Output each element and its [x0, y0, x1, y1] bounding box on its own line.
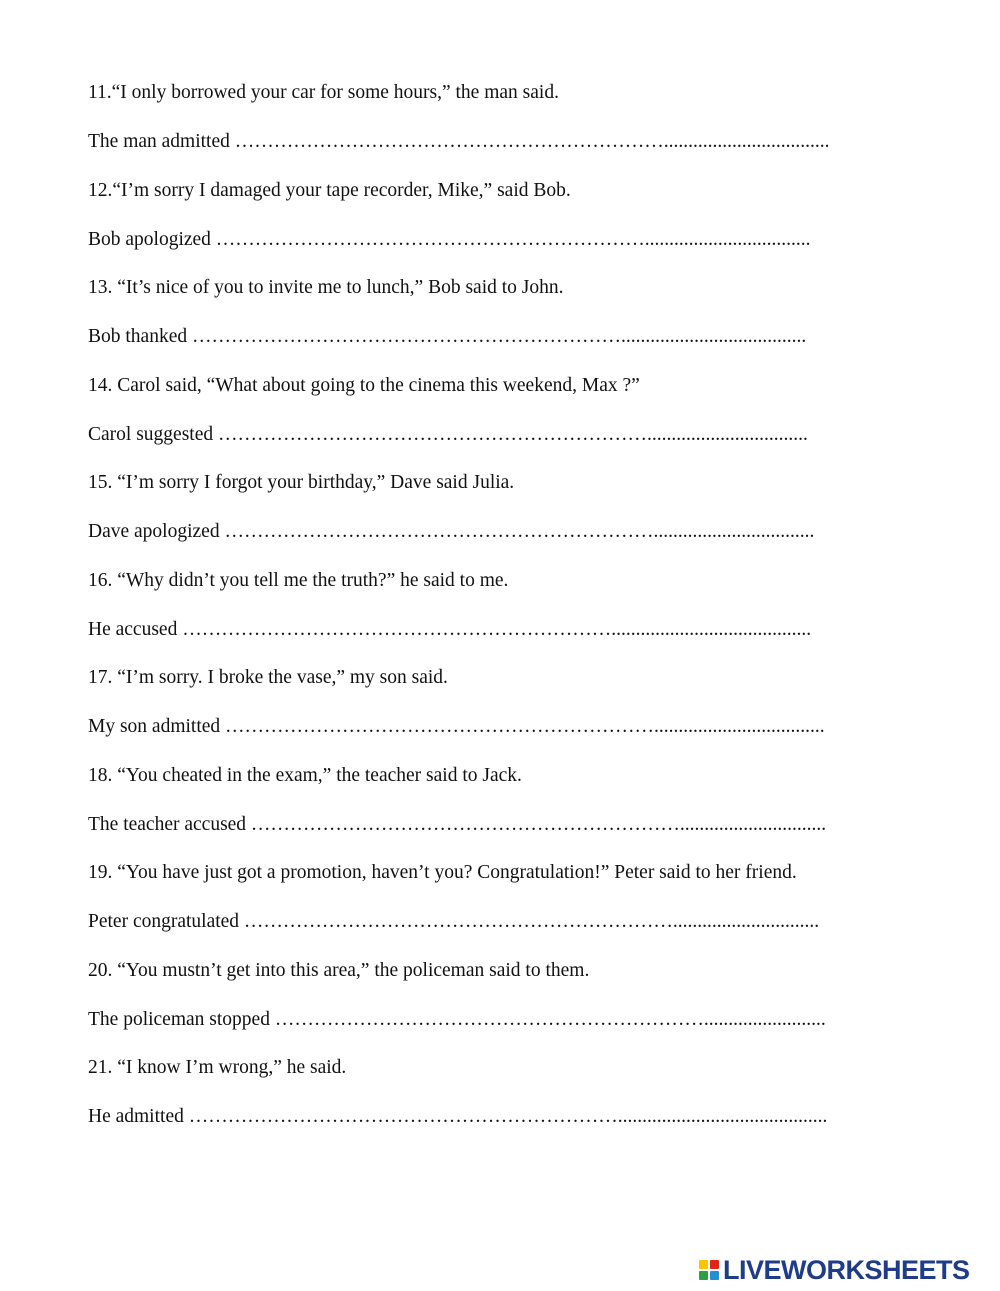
question-20-prompt [88, 959, 589, 983]
question-text: “I’m sorry. I broke the vase,” my son said. [112, 667, 448, 688]
question-12-answer-line[interactable]: Bob apologized ………………………………………………………….................................. [88, 229, 811, 250]
question-text: “Why didn’t you tell me the truth?” he said to me. [112, 570, 509, 591]
question-15-prompt [88, 471, 514, 495]
logo-square-yellow [699, 1260, 708, 1269]
question-17-answer-line[interactable]: My son admitted …………………………………………………………................................... [88, 716, 825, 737]
question-21-prompt [88, 1056, 346, 1080]
logo-square-green [699, 1271, 708, 1280]
question-20-answer-line[interactable]: The policeman stopped …………………………………………………………......................... [88, 1009, 826, 1030]
question-text: “You have just got a promotion, haven’t you? Congratulation!” Peter said to her friend. [112, 862, 797, 883]
question-text: “I know I’m wrong,” he said. [112, 1057, 347, 1078]
question-text: “I’m sorry I forgot your birthday,” Dave said Julia. [112, 472, 515, 493]
question-text: “I only borrowed your car for some hours,” the man said. [111, 82, 559, 103]
question-19-answer-line[interactable]: Peter congratulated ………………………………………………………….............................. [88, 911, 820, 932]
question-number: 17. [88, 667, 113, 688]
question-16-answer-line[interactable]: He accused …………………………………………………………......................................... [88, 619, 812, 640]
question-number: 12. [88, 180, 113, 201]
question-11-prompt [88, 81, 559, 105]
question-15-answer-line[interactable]: Dave apologized …………………………………………………………................................. [88, 521, 815, 542]
question-12-prompt [88, 179, 571, 203]
question-21-answer-line[interactable]: He admitted …………………………………………………………........................................... [88, 1106, 828, 1127]
question-14-answer-line[interactable]: Carol suggested …………………………………………………………................................. [88, 424, 808, 445]
question-number: 15. [88, 472, 113, 493]
question-number: 13. [88, 277, 113, 298]
liveworksheets-logo-text: LIVEWORKSHEETS [723, 1255, 970, 1285]
question-number: 20. [88, 960, 113, 981]
question-number: 16. [88, 570, 113, 591]
question-14-prompt [88, 374, 640, 398]
question-text: Carol said, “What about going to the cinema this weekend, Max ?” [112, 375, 640, 396]
question-13-prompt [88, 276, 564, 300]
logo-square-blue [710, 1271, 719, 1280]
logo-square-red [710, 1260, 719, 1269]
question-text: “You mustn’t get into this area,” the policeman said to them. [112, 960, 590, 981]
question-16-prompt [88, 569, 508, 593]
question-11-answer-line[interactable]: The man admitted ………………………………………………………….................................. [88, 131, 830, 152]
question-text: “It’s nice of you to invite me to lunch,” Bob said to John. [112, 277, 564, 298]
question-17-prompt [88, 666, 448, 690]
question-number: 19. [88, 862, 113, 883]
question-text: “I’m sorry I damaged your tape recorder, Mike,” said Bob. [112, 180, 571, 201]
liveworksheets-logo-icon [698, 1259, 720, 1281]
liveworksheets-logo [698, 1255, 970, 1285]
question-number: 11. [88, 82, 112, 103]
question-number: 21. [88, 1057, 113, 1078]
question-text: “You cheated in the exam,” the teacher said to Jack. [112, 765, 522, 786]
question-number: 18. [88, 765, 113, 786]
question-18-answer-line[interactable]: The teacher accused ………………………………………………………….............................. [88, 814, 827, 835]
question-number: 14. [88, 375, 113, 396]
question-19-prompt [88, 861, 797, 885]
question-13-answer-line[interactable]: Bob thanked …………………………………………………………...................................... [88, 326, 807, 347]
question-18-prompt [88, 764, 522, 788]
